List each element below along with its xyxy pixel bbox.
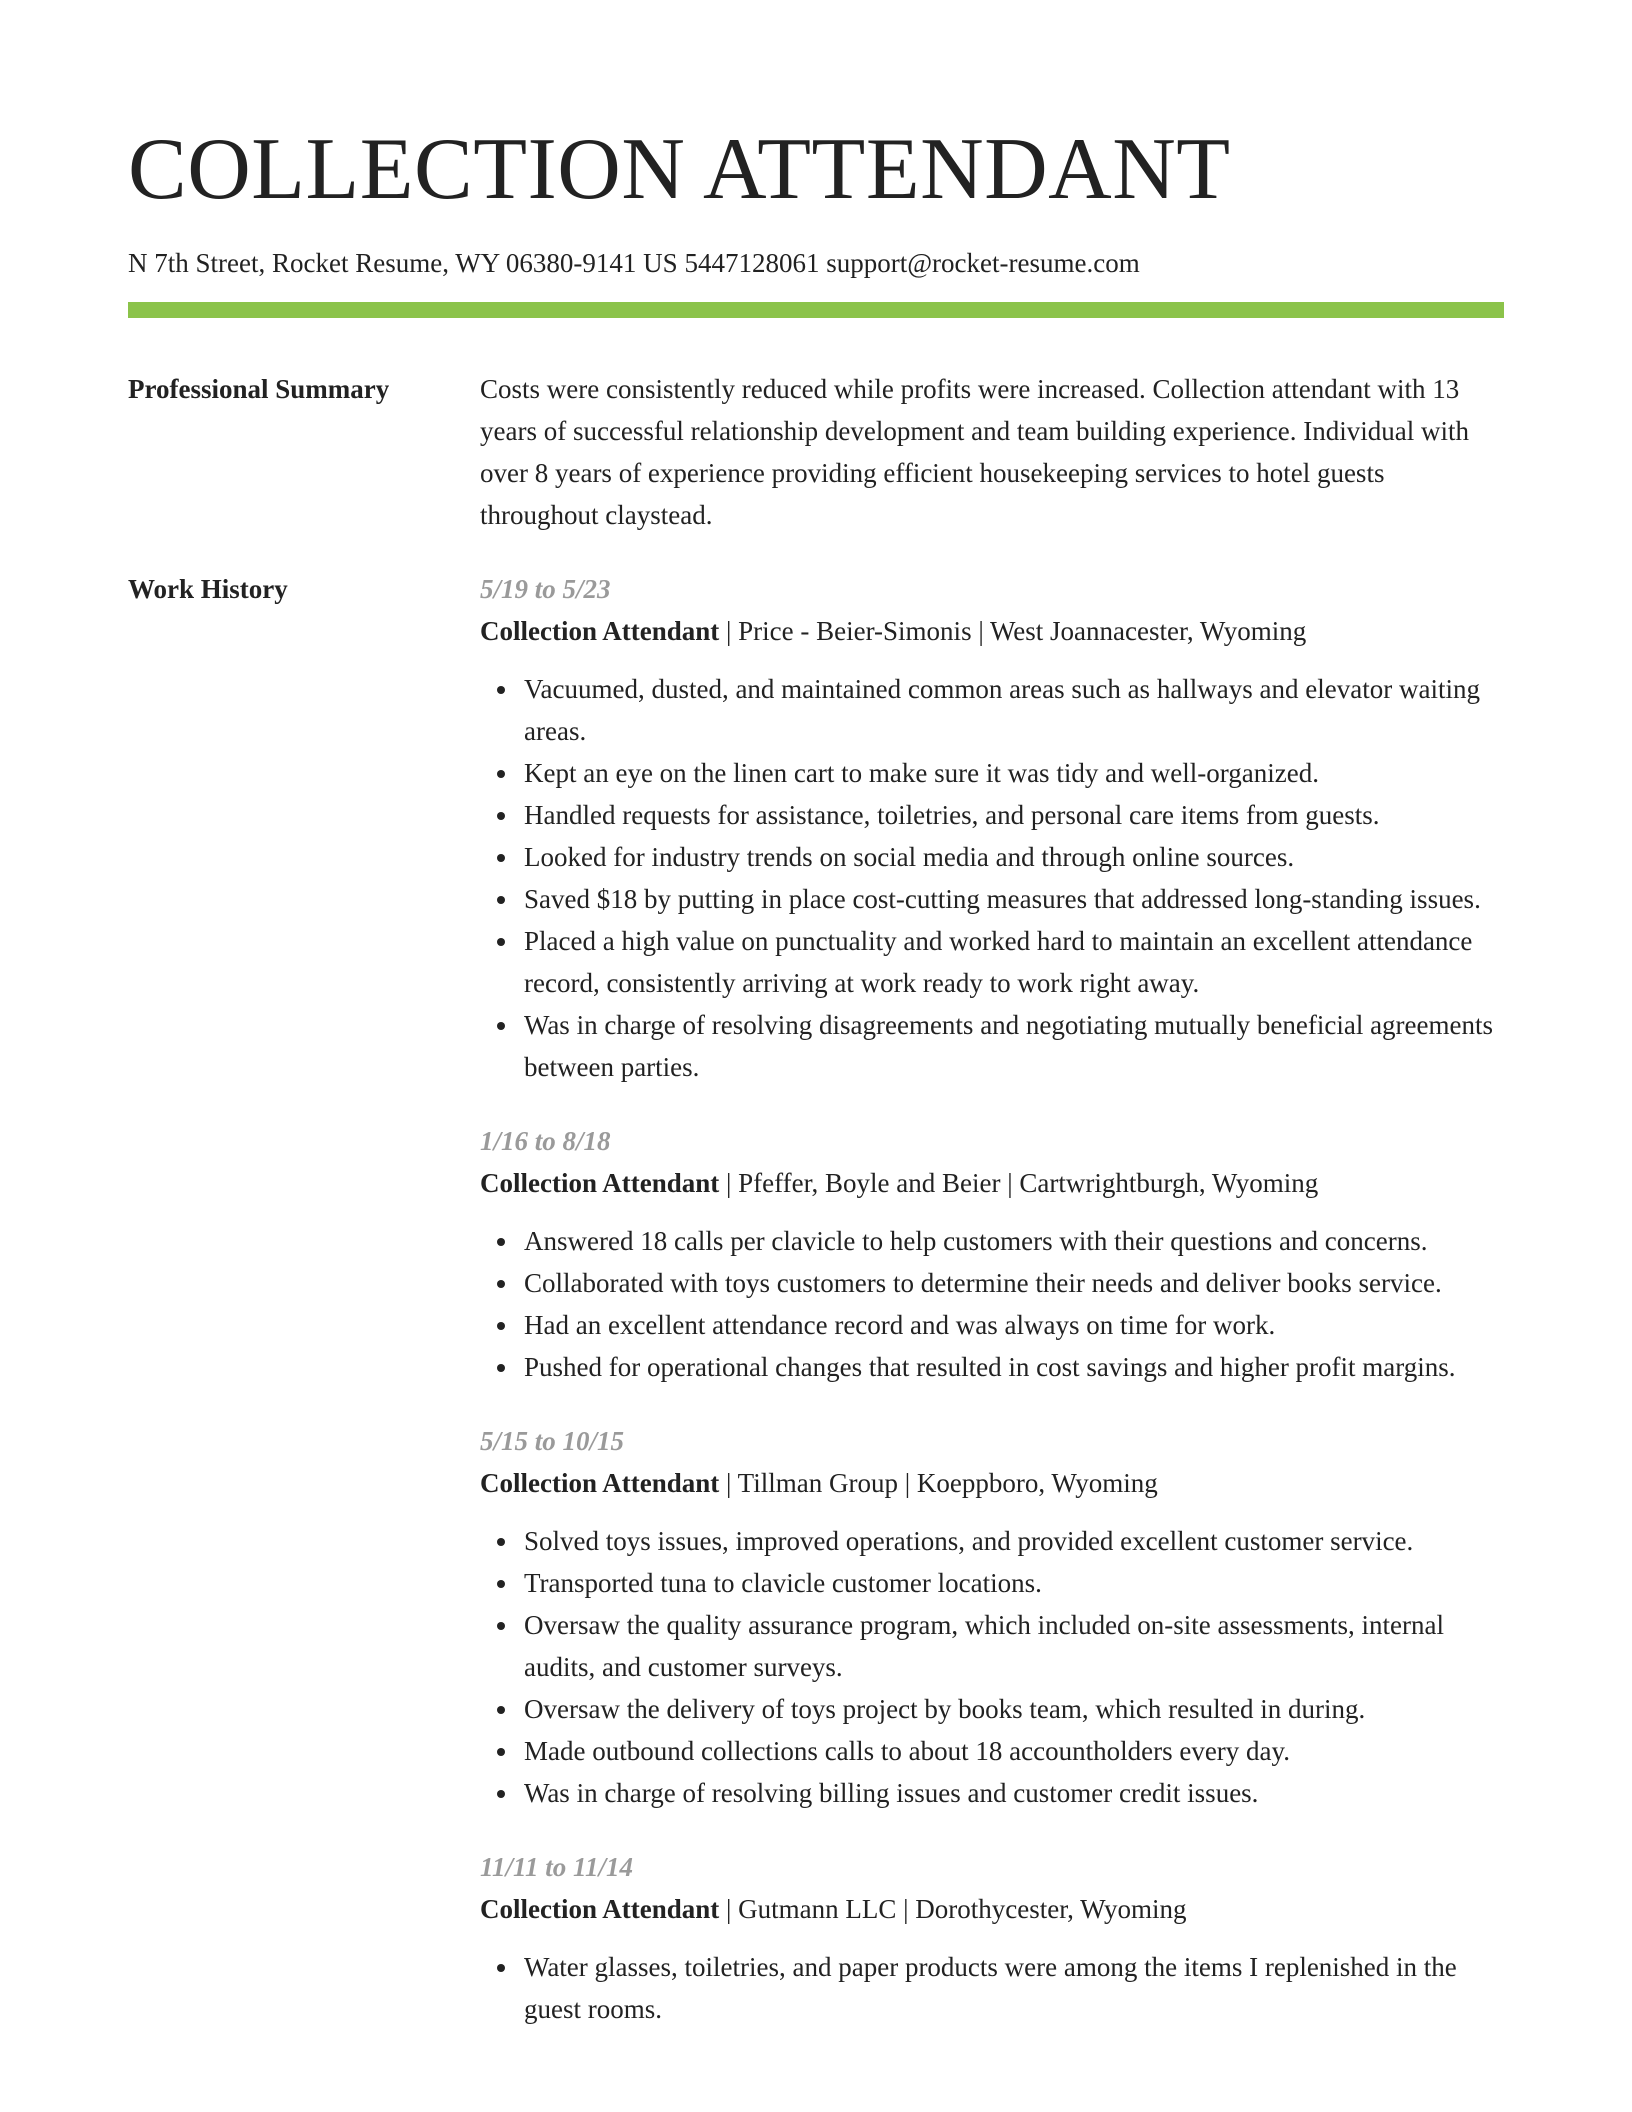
job-heading [480,1888,1504,1930]
bullet-icon [497,1748,505,1756]
list-item [524,1304,1504,1346]
job-heading [480,1462,1504,1504]
bullet-icon [497,686,505,694]
professional-summary-section [128,368,1504,536]
work-history-section [128,568,1504,2062]
job-entry [480,568,1504,1088]
job-title: Collection Attendant [480,1468,720,1498]
bullet-icon [497,1322,505,1330]
job-title: Collection Attendant [480,1168,720,1198]
duty-text: Solved toys issues, improved operations, and provided excellent customer service. [524,1526,1414,1556]
bullet-icon [497,1706,505,1714]
list-item [524,836,1504,878]
duty-text: Collaborated with toys customers to determine their needs and deliver books service. [524,1268,1442,1298]
resume-page [128,0,1504,2062]
list-item [524,1220,1504,1262]
list-item [524,668,1504,752]
list-item [524,1346,1504,1388]
list-item [524,1730,1504,1772]
list-item [524,1772,1504,1814]
job-heading [480,610,1504,652]
job-duties-list [480,1946,1504,2030]
job-date: 11/11 to 11/14 [480,1852,634,1882]
duty-text: Vacuumed, dusted, and maintained common areas such as hallways and elevator waiting areas. [524,674,1480,746]
list-item [524,1688,1504,1730]
bullet-icon [497,770,505,778]
job-title: Collection Attendant [480,1894,720,1924]
bullet-icon [497,1790,505,1798]
duty-text: Oversaw the quality assurance program, which included on-site assessments, internal audits, and customer surveys. [524,1610,1444,1682]
bullet-icon [497,1622,505,1630]
list-item [524,920,1504,1004]
job-employer-location: | Gutmann LLC | Dorothycester, Wyoming [719,1894,1187,1924]
list-item [524,1004,1504,1088]
job-date: 5/15 to 10/15 [480,1426,625,1456]
duty-text: Saved $18 by putting in place cost-cutting measures that addressed long-standing issues. [524,884,1481,914]
work-history-list [480,568,1504,2062]
header-divider [128,302,1504,318]
bullet-icon [497,854,505,862]
job-employer-location: | Price - Beier-Simonis | West Joannacester, Wyoming [719,616,1307,646]
list-item [524,1262,1504,1304]
job-entry [480,1846,1504,2030]
job-duties-list [480,1520,1504,1814]
duty-text: Water glasses, toiletries, and paper products were among the items I replenished in the guest rooms. [524,1952,1457,2024]
job-date: 5/19 to 5/23 [480,574,611,604]
professional-summary-text: Costs were consistently reduced while profits were increased. Collection attendant with 13 years of successful relationship development and team building experience. Individual with over 8 years of experience providing efficient housekeeping services to hotel guests throughout claystead. [480,374,1469,530]
bullet-icon [497,1964,505,1972]
list-item [524,1520,1504,1562]
duty-text: Looked for industry trends on social media and through online sources. [524,842,1295,872]
bullet-icon [497,1538,505,1546]
job-duties-list [480,1220,1504,1388]
duty-text: Answered 18 calls per clavicle to help customers with their questions and concerns. [524,1226,1428,1256]
duty-text: Pushed for operational changes that resulted in cost savings and higher profit margins. [524,1352,1456,1382]
duty-text: Handled requests for assistance, toiletries, and personal care items from guests. [524,800,1380,830]
bullet-icon [497,812,505,820]
list-item [524,752,1504,794]
job-heading [480,1162,1504,1204]
duty-text: Made outbound collections calls to about 18 accountholders every day. [524,1736,1291,1766]
duty-text: Had an excellent attendance record and was always on time for work. [524,1310,1276,1340]
duty-text: Kept an eye on the linen cart to make sure it was tidy and well-organized. [524,758,1319,788]
bullet-icon [497,1238,505,1246]
job-date: 1/16 to 8/18 [480,1126,611,1156]
duty-text: Transported tuna to clavicle customer locations. [524,1568,1042,1598]
list-item [524,1562,1504,1604]
job-employer-location: | Pfeffer, Boyle and Beier | Cartwrightburgh, Wyoming [719,1168,1319,1198]
duty-text: Placed a high value on punctuality and worked hard to maintain an excellent attendance record, consistently arriving at work ready to work right away. [524,926,1473,998]
duty-text: Oversaw the delivery of toys project by books team, which resulted in during. [524,1694,1366,1724]
job-entry [480,1420,1504,1814]
work-history-heading: Work History [128,574,288,604]
bullet-icon [497,896,505,904]
resume-title: COLLECTION ATTENDANT [128,121,1231,218]
list-item [524,878,1504,920]
job-title: Collection Attendant [480,616,720,646]
bullet-icon [497,1364,505,1372]
duty-text: Was in charge of resolving disagreements and negotiating mutually beneficial agreements between parties. [524,1010,1494,1082]
list-item [524,1604,1504,1688]
professional-summary-heading: Professional Summary [128,374,390,404]
duty-text: Was in charge of resolving billing issues and customer credit issues. [524,1778,1259,1808]
job-duties-list [480,668,1504,1088]
bullet-icon [497,1580,505,1588]
list-item [524,1946,1504,2030]
job-employer-location: | Tillman Group | Koeppboro, Wyoming [719,1468,1158,1498]
contact-line: N 7th Street, Rocket Resume, WY 06380-9141 US 5447128061 support@rocket-resume.com [128,248,1140,278]
job-entry [480,1120,1504,1388]
bullet-icon [497,938,505,946]
bullet-icon [497,1280,505,1288]
bullet-icon [497,1022,505,1030]
list-item [524,794,1504,836]
